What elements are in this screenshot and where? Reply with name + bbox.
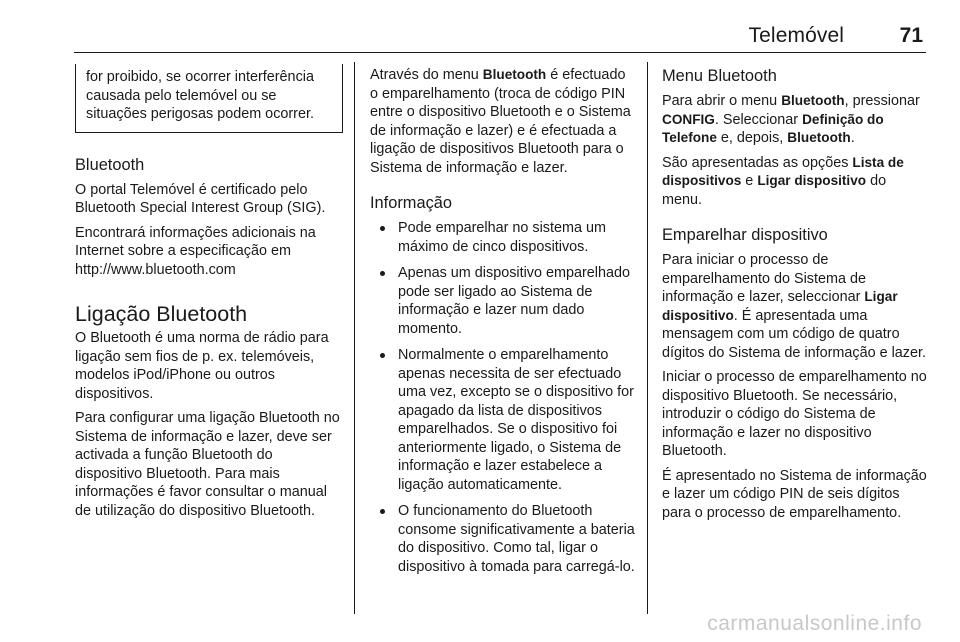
text-run: e, depois, [716, 130, 788, 146]
page-header [74, 22, 926, 53]
button-keyword: CONFIG [662, 111, 715, 127]
paragraph: Para configurar uma ligação Bluetooth no Sistema de informação e lazer, deve ser activada a função Bluetooth do dispositivo Bluetooth. Para mais informações é favor consultar o manual de utilização do dispositivo Bluetooth. [75, 410, 340, 519]
text-run: São apresentadas as opções [662, 154, 853, 171]
menu-keyword: Lista de dispositivos [662, 154, 904, 188]
column-divider [647, 62, 648, 614]
paragraph [662, 92, 928, 148]
menu-keyword: Bluetooth [781, 93, 845, 108]
paragraph [662, 154, 928, 210]
menu-keyword: Ligar dispositivo [662, 289, 898, 323]
text-run: Para abrir o menu [662, 93, 782, 109]
menu-keyword: Bluetooth [482, 67, 547, 82]
text-run: é efectuado o emparelhamento (troca de código PIN entre o dispositivo Bluetooth e o Sistema de informação e lazer) e é efectuada a ligação de dispositivos Bluetooth para o Sistema de informação e lazer. [370, 67, 631, 176]
warning-note-box: for proibido, se ocorrer interferência causada pelo telemóvel ou se situações perigosas podem ocorrer. [75, 64, 343, 133]
menu-keyword: Bluetooth [787, 130, 851, 145]
column-2 [370, 66, 636, 584]
heading-informacao: Informação [370, 194, 452, 212]
column-divider [354, 62, 355, 614]
list-item: Normalmente o emparelhamento apenas necessita de ser efectuado uma vez, excepto se o dispositivo for apagado da lista de dispositivos emparelhados. Se o dispositivo foi anteriormente ligado, o Sistema de informação e lazer estabelece a ligação automaticamente. [370, 346, 636, 494]
heading-ligacao-bluetooth: Ligação Bluetooth [75, 302, 248, 326]
heading-emparelhar-dispositivo: Emparelhar dispositivo [662, 226, 828, 244]
text-run: do menu. [662, 173, 887, 208]
paragraph: Iniciar o processo de emparelhamento no dispositivo Bluetooth. Se necessário, introduzir o código do Sistema de informação e lazer no dispositivo Bluetooth. [662, 369, 927, 459]
text-run: . É apresentada uma mensagem com um código de quatro dígitos do Sistema de informação e lazer. [662, 307, 926, 361]
info-bullet-list [370, 219, 636, 576]
text-run: . [850, 130, 855, 146]
text-run: , pressionar [844, 93, 920, 109]
page-title: Telemóvel [748, 24, 844, 47]
paragraph: Encontrará informações adicionais na Internet sobre a especificação em http://www.bluetooth.com [75, 224, 316, 278]
menu-keyword: Ligar dispositivo [757, 173, 867, 188]
text-run: . Seleccionar [714, 111, 803, 128]
column-1 [75, 64, 343, 526]
paragraph: O Bluetooth é uma norma de rádio para ligação sem fios de p. ex. telemóveis, modelos iPod/iPhone ou outros dispositivos. [75, 330, 329, 402]
page-number: 71 [899, 24, 923, 47]
watermark: carmanualsonline.info [707, 612, 922, 635]
column-3 [662, 66, 928, 528]
text-run: Para iniciar o processo de emparelhamento do Sistema de informação e lazer, seleccionar [662, 252, 866, 305]
paragraph: O portal Telemóvel é certificado pelo Bluetooth Special Interest Group (SIG). [75, 181, 326, 216]
paragraph [370, 66, 636, 177]
paragraph [662, 251, 928, 362]
list-item: Pode emparelhar no sistema um máximo de cinco dispositivos. [370, 219, 636, 256]
heading-menu-bluetooth: Menu Bluetooth [662, 67, 777, 85]
list-item: O funcionamento do Bluetooth consome significativamente a bateria do dispositivo. Como tal, ligar o dispositivo à tomada para carregá-lo. [370, 502, 636, 576]
text-run: e [741, 173, 758, 189]
heading-bluetooth: Bluetooth [75, 155, 145, 174]
paragraph: É apresentado no Sistema de informação e lazer um código PIN de seis dígitos para o processo de emparelhamento. [662, 467, 927, 521]
list-item: Apenas um dispositivo emparelhado pode ser ligado ao Sistema de informação e lazer num dado momento. [370, 264, 636, 338]
text-run: Através do menu [370, 67, 483, 83]
menu-keyword: Definição do Telefone [662, 111, 884, 145]
